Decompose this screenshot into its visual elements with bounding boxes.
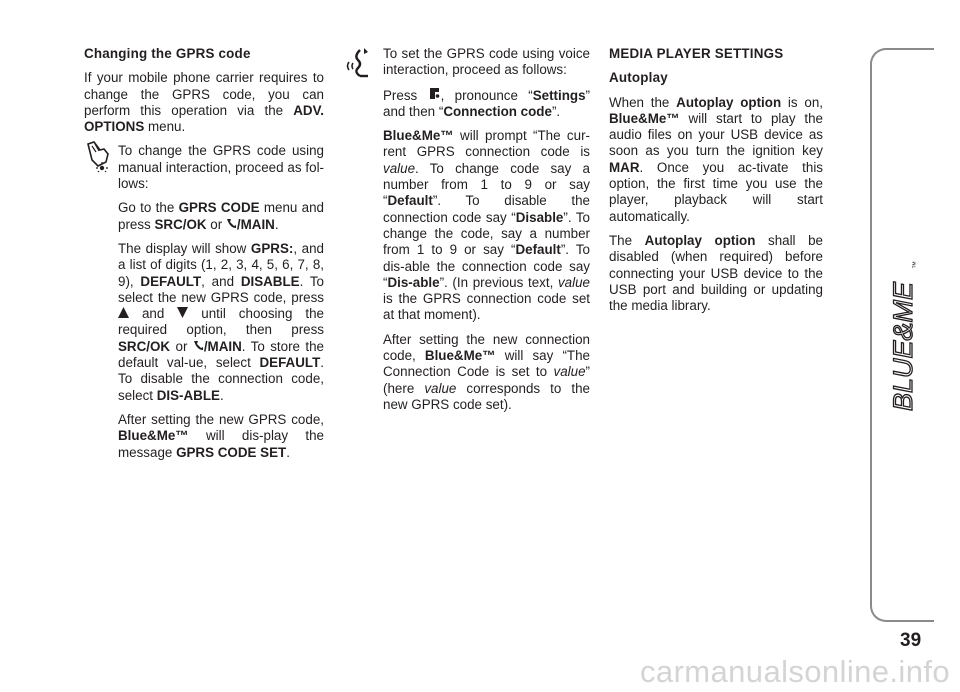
- arrow-down-icon: [177, 307, 188, 318]
- section-heading-gprs: Changing the GPRS code: [84, 46, 251, 61]
- phone-hangup-icon: [226, 218, 237, 229]
- paragraph-intro: If your mobile phone carrier requires to change the GPRS code, you can perform this operation via the ADV. OPTIONS menu.: [84, 70, 324, 135]
- voice-confirm: After setting the new connection code, Blue&Me™ will say “The Connection Code is set to value” (here value corresponds to the new GPRS code set).: [383, 331, 590, 412]
- subheading-autoplay: Autoplay: [609, 70, 668, 86]
- phone-hangup-icon: [193, 340, 204, 351]
- steering-wheel-button-icon: [428, 87, 441, 100]
- page-number: 39: [900, 630, 922, 651]
- watermark: carmanualsonline.info: [640, 654, 950, 689]
- hand-touch-icon: [84, 140, 114, 174]
- step-1: Go to the GPRS CODE menu and press SRC/OK or /MAIN.: [118, 200, 325, 232]
- step-2: The display will show GPRS:, and a list of digits (1, 2, 3, 4, 5, 6, 7, 8, 9), DEFAULT, and DISABLE. To select the new GPRS code, press and until choosing the required option, then press SRC/OK or /MAIN. To store the default val-ue, select DEFAULT. To disable the connection code, select DIS-ABLE.: [118, 240, 324, 403]
- step-3: After setting the new GPRS code, Blue&Me™ will dis-play the message GPRS CODE SET.: [118, 411, 324, 460]
- autoplay-paragraph-2: The Autoplay option shall be disabled (when required) before connecting your USB device to the USB port and building or updating the media library.: [609, 232, 824, 314]
- autoplay-paragraph-1: When the Autoplay option is on, Blue&Me™ will start to play the audio files on your USB device as soon as you turn the ignition key MAR. Once you ac-tivate this option, the first time you use the player, playback will start automatically.: [609, 94, 823, 224]
- section-heading-media: MEDIA PLAYER SETTINGS: [609, 46, 784, 61]
- voice-step-1: Press , pronounce “Settings” and then “Connection code”.: [383, 87, 591, 119]
- svg-text:BLUE&ME: BLUE&ME: [888, 281, 918, 411]
- footer: [0, 652, 960, 692]
- arrow-up-icon: [118, 307, 129, 318]
- voice-intro: To set the GPRS code using voice interaction, proceed as follows:: [383, 46, 590, 78]
- blue-and-me-logo: [888, 255, 922, 415]
- column-right: [609, 46, 823, 322]
- svg-text:™: ™: [911, 261, 920, 269]
- voice-speaking-icon: [344, 46, 378, 82]
- column-left: [84, 46, 324, 469]
- column-middle: [383, 46, 590, 421]
- manual-note: To change the GPRS code using manual interaction, proceed as fol-lows:: [118, 143, 324, 192]
- voice-prompt: Blue&Me™ will prompt “The cur-rent GPRS connection code is value. To change code say a number from 1 to 9 or say “Default”. To disable the connection code say “Disable”. To change the code, say a number from 1 to 9 or say “Default”. To dis-able the connection code say “Dis-able”. (In previous text, value is the GPRS connection code set at that moment).: [383, 128, 590, 323]
